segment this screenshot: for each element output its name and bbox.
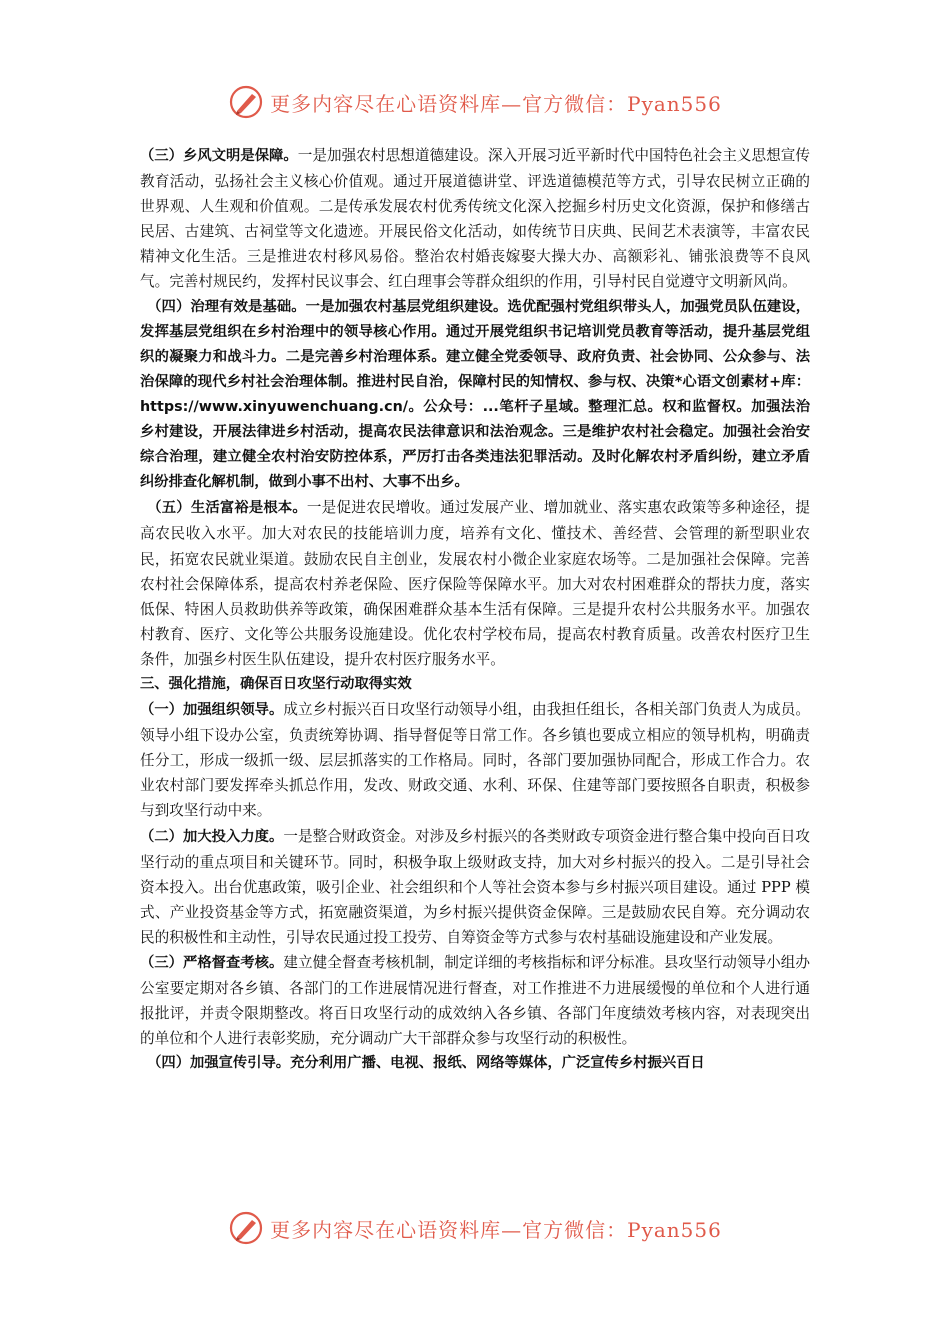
paragraph-lead: （二）加大投入力度。 (140, 828, 284, 845)
paragraph-text: 成立乡村振兴百日攻坚行动领导小组，由我担任组长，各相关部门负责人为成员。领导小组下设办公室，负责统筹协调、指导督促等日常工作。各乡镇也要成立相应的领导机构，明确责任分工，形成一级抓一级、层层抓落实的工作格局。同时，各部门要加强协同配合，形成工作合力。农业农村部门要发挥牵头抓总作用，发改、财政交通、水利、环保、住建等部门要按照各自职责，积极参与到攻坚行动中来。 (140, 701, 810, 820)
paragraph-lead: （三）严格督查考核。 (140, 955, 284, 971)
paragraph-text: 一是促进农民增收。通过发展产业、增加就业、落实惠农政策等多种途径，提高农民收入水平。加大对农民的技能培训力度，培养有文化、懂技术、善经营、会管理的新型职业农民，拓宽农民就业渠道。鼓励农民自主创业，发展农村小微企业家庭农场等。二是加强社会保障。完善农村社会保障体系，提高农村养老保险、医疗保险等保障水平。加大对农村困难群众的帮扶力度，落实低保、特困人员救助供养等政策，确保困难群众基本生活有保障。三是提升农村公共服务水平。加强农村教育、医疗、文化等公共服务设施建设。优化农村学校布局，提高农村教育质量。改善农村医疗卫生条件，加强乡村医生队伍建设，提升农村医疗服务水平。 (140, 499, 810, 668)
paragraph-organizational-leadership (140, 697, 810, 823)
section-heading-measures: 三、强化措施，确保百日攻坚行动取得实效 (140, 675, 412, 692)
pen-logo-icon (228, 84, 264, 120)
paragraph-lead: （一）加强组织领导。 (140, 702, 284, 719)
pen-logo-icon (228, 1210, 264, 1246)
paragraph-increase-investment (140, 824, 810, 950)
paragraph-text: 一是整合财政资金。对涉及乡村振兴的各类财政专项资金进行整合集中投向百日攻坚行动的重点项目和关键环节。同时，积极争取上级财政支持，加大对乡村振兴的投入。二是引导社会资本投入。出台优惠政策，吸引企业、社会组织和个人等社会资本参与乡村振兴项目建设。通过 PPP 模式、产业投资基金等方式，拓宽融资渠道，为乡村振兴提供资金保障。三是鼓励农民自筹。充分调动农民的积极性和主动性，引导农民通过投工投劳、自筹资金等方式参与农村基础设施建设和产业发展。 (140, 827, 810, 946)
paragraph-text: 一是加强农村思想道德建设。深入开展习近平新时代中国特色社会主义思想宣传教育活动，弘扬社会主义核心价值观。通过开展道德讲堂、评选道德模范等方式，引导农民树立正确的世界观、人生观和价值观。二是传承发展农村优秀传统文化深入挖掘乡村历史文化资源，保护和修缮古民居、古建筑、古祠堂等文化遗迹。开展民俗文化活动，如传统节日庆典、民间艺术表演等，丰富农民精神文化生活。三是推进农村移风易俗。整治农村婚丧嫁娶大操大办、高额彩礼、铺张浪费等不良风气。完善村规民约，发挥村民议事会、红白理事会等群众组织的作用，引导村民自觉遵守文明新风尚。 (140, 147, 810, 291)
paragraph-prosperous-life (140, 495, 810, 672)
header-watermark-banner (0, 82, 950, 122)
footer-watermark-banner (0, 1208, 950, 1248)
paragraph-effective-governance: （四）治理有效是基础。一是加强农村基层党组织建设。选优配强村党组织带头人，加强党员队伍建设，发挥基层党组织在乡村治理中的领导核心作用。通过开展党组织书记培训党员教育等活动，提升基层党组织的凝聚力和战斗力。二是完善乡村治理体系。建立健全党委领导、政府负责、社会协同、公众参与、法治保障的现代乡村社会治理体制。推进村民自治，保障村民的知情权、参与权、决策*心语文创素材+库：https://www.xinyuwenchuang.cn/。公众号：...笔杆子星域。整理汇总。权和监督权。加强法治乡村建设，开展法律进乡村活动，提高农民法律意识和法治观念。三是维护农村社会稳定。加强社会治安综合治理，建立健全农村治安防控体系，严厉打击各类违法犯罪活动。及时化解农村矛盾纠纷，建立矛盾纠纷排查化解机制，做到小事不出村、大事不出乡。 (140, 298, 810, 491)
footer-watermark-text: 更多内容尽在心语资料库—官方微信：Pyan556 (270, 1217, 722, 1242)
document-body (140, 143, 810, 1076)
header-watermark-text: 更多内容尽在心语资料库—官方微信：Pyan556 (270, 91, 722, 116)
paragraph-text: 建立健全督查考核机制，制定详细的考核指标和评分标准。县攻坚行动领导小组办公室要定期对各乡镇、各部门的工作进展情况进行督查，对工作推进不力进展缓慢的单位和个人进行通报批评，并责令限期整改。将百日攻坚行动的成效纳入各乡镇、各部门年度绩效考核内容，对表现突出的单位和个人进行表彰奖励，充分调动广大干部群众参与攻坚行动的积极性。 (140, 954, 810, 1048)
paragraph-rural-civilization (140, 143, 810, 295)
paragraph-lead: （五）生活富裕是根本。 (147, 500, 307, 517)
paragraph-supervision-assessment (140, 950, 810, 1051)
paragraph-lead: （三）乡风文明是保障。 (140, 148, 298, 164)
paragraph-publicity-guidance: （四）加强宣传引导。充分利用广播、电视、报纸、网络等媒体，广泛宣传乡村振兴百日 (147, 1055, 705, 1072)
